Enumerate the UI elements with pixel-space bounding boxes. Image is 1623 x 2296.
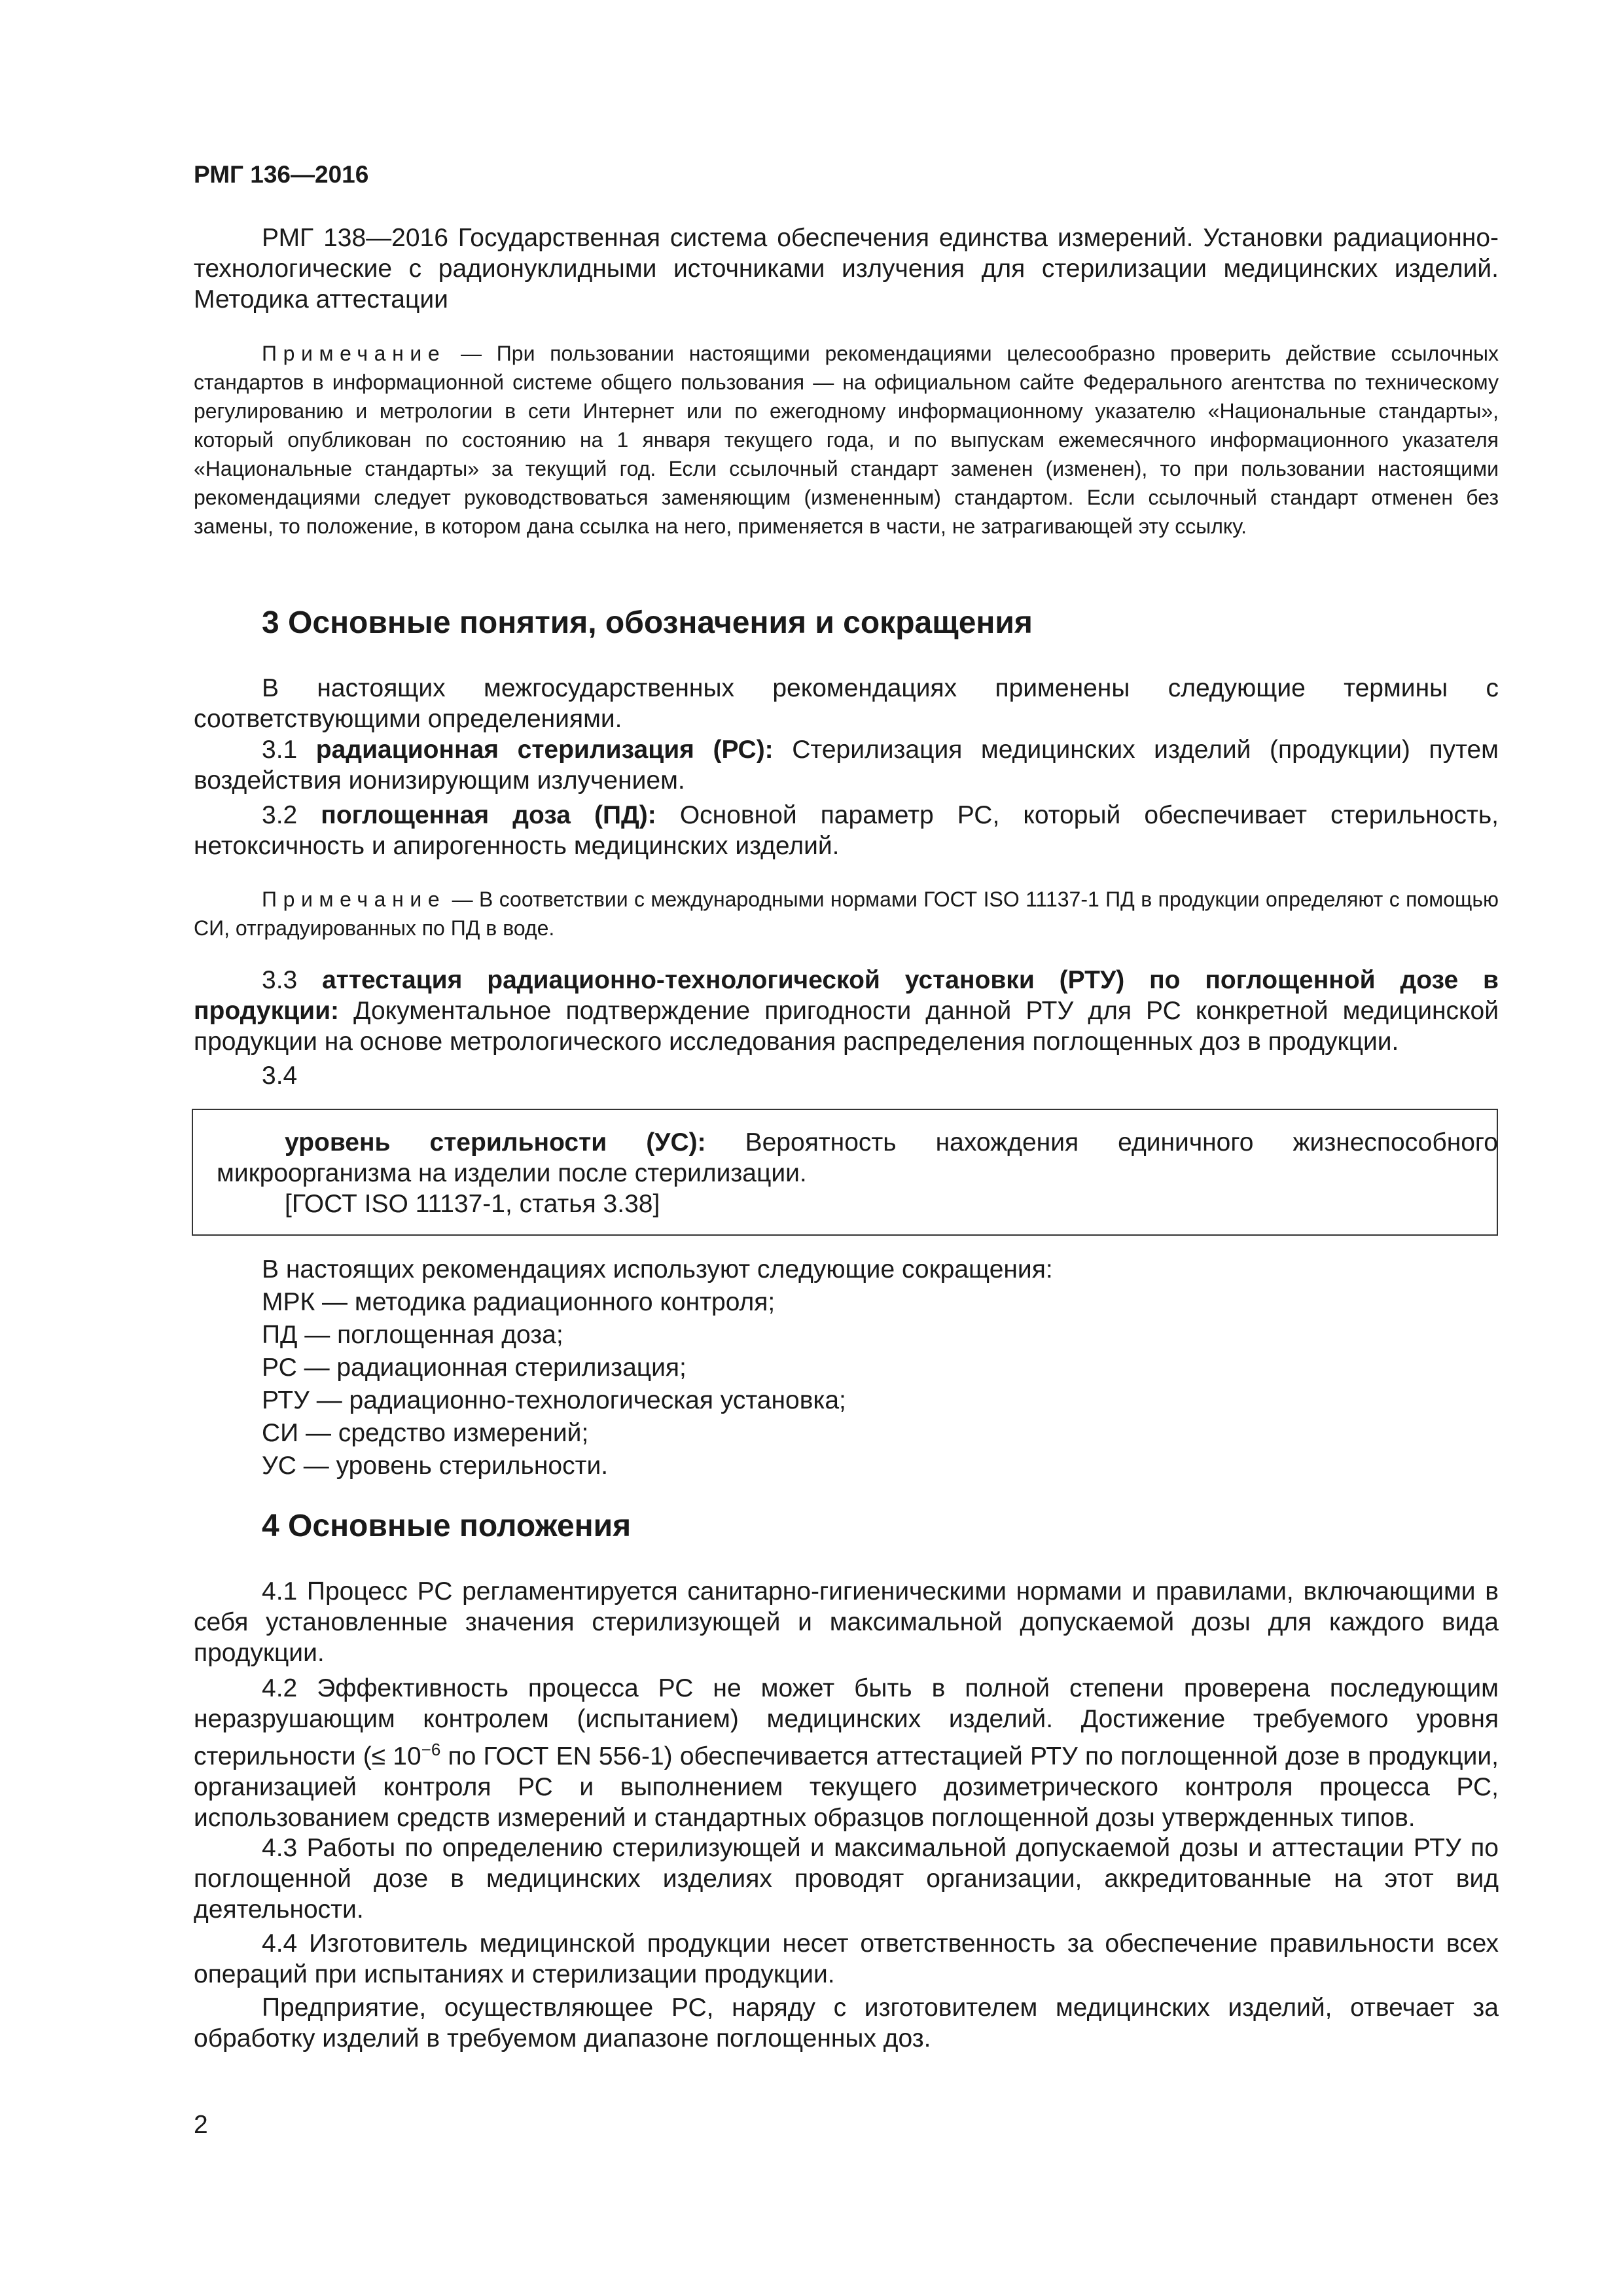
term-name: радиационная стерилизация (РС):: [315, 736, 774, 764]
abbreviation-item: РС — радиационная стерилизация;: [262, 1354, 687, 1382]
term-definition: Документальное подтверждение пригодности данной РТУ для РС конкретной медицинской продукции на основе метрологического исследования распределения поглощенных доз в продукции.: [194, 997, 1499, 1056]
term-number: 3.3: [262, 966, 323, 994]
clause-4-3: 4.3 Работы по определению стерилизующей и максимальной допускаемой дозы и аттестации РТУ по поглощенной дозе в медицинских изделиях проводят организации, аккредитованные на этот вид деятельности.: [194, 1834, 1499, 1924]
term-definition: Вероятность нахождения единичного жизнеспособного микроорганизма на изделии после стерилизации.: [217, 1128, 1498, 1187]
clause-text: 4.2 Эффективность процесса РС не может быть в полной степени проверена последующим неразрушающим контролем (испытанием) медицинских изделий. Достижение требуемого уровня стерильности (≤ 10: [194, 1674, 1499, 1770]
section-4-title: 4 Основные положения: [262, 1509, 632, 1543]
abbreviation-item: РТУ — радиационно-технологическая установка;: [262, 1386, 846, 1414]
term-3-4-source: [ГОСТ ISO 11137-1, статья 3.38]: [285, 1190, 660, 1218]
term-3-4: [193, 1127, 1498, 1189]
clause-4-2: [194, 1673, 1499, 1833]
term-number: 3.1: [262, 736, 316, 764]
term-3-4-box: [192, 1109, 1498, 1236]
term-3-2: [194, 800, 1499, 861]
note-text: — В соответствии с международными нормами ГОСТ ISO 11137-1 ПД в продукции определяют с помощью СИ, отградуированных по ПД в воде.: [194, 888, 1499, 940]
reference-entry: РМГ 138—2016 Государственная система обеспечения единства измерений. Установки радиационно-технологические с радионуклидными источниками излучения для стерилизации медицинских изделий. Методика аттестации: [194, 224, 1499, 314]
term-number: 3.2: [262, 801, 321, 829]
clause-text: по ГОСТ EN 556-1) обеспечивается аттестацией РТУ по поглощенной дозе в продукции, организацией контроля РС и выполнением текущего дозиметрического контроля процесса РС, использованием средств измерений и стандартных образцов поглощенной дозы утвержденных типов.: [194, 1742, 1499, 1832]
section-3-title: 3 Основные понятия, обозначения и сокращения: [262, 605, 1033, 640]
abbreviations-intro: В настоящих рекомендациях используют следующие сокращения:: [262, 1255, 1053, 1283]
page-number: 2: [194, 2111, 208, 2139]
clause-4-1: 4.1 Процесс РС регламентируется санитарно-гигиеническими нормами и правилами, включающими в себя установленные значения стерилизующей и максимальной допускаемой дозы для каждого вида продукции.: [194, 1577, 1499, 1667]
clause-superscript: −6: [421, 1740, 441, 1759]
note-references: [194, 339, 1499, 541]
clause-4-4-paragraph: Предприятие, осуществляющее РС, наряду с изготовителем медицинских изделий, отвечает за обработку изделий в требуемом диапазоне поглощенных доз.: [194, 1994, 1499, 2053]
document-header: РМГ 136—2016: [194, 161, 369, 188]
term-name: поглощенная доза (ПД):: [321, 801, 656, 829]
term-definition: Основной параметр РС, который обеспечивает стерильность, нетоксичность и апирогенность медицинских изделий.: [194, 801, 1499, 860]
term-name: аттестация радиационно-технологической установки (РТУ) по поглощенной дозе в продукции:: [194, 966, 1499, 1025]
term-name: уровень стерильности (УС):: [285, 1128, 706, 1157]
term-3-3: [194, 965, 1499, 1057]
note-label: Примечание: [262, 888, 446, 911]
term-3-4-number: 3.4: [262, 1062, 298, 1090]
clause-4-4: 4.4 Изготовитель медицинской продукции несет ответственность за обеспечение правильности всех операций при испытаниях и стерилизации продукции.: [194, 1929, 1499, 1988]
abbreviation-item: ПД — поглощенная доза;: [262, 1321, 563, 1349]
abbreviation-item: МРК — методика радиационного контроля;: [262, 1288, 776, 1316]
term-3-1: [194, 734, 1499, 796]
abbreviation-item: СИ — средство измерений;: [262, 1419, 589, 1447]
section-3-intro: В настоящих межгосударственных рекомендациях применены следующие термины с соответствующими определениями.: [194, 674, 1499, 733]
term-definition: Стерилизация медицинских изделий (продукции) путем воздействия ионизирующим излучением.: [194, 736, 1499, 795]
note-text: — При пользовании настоящими рекомендациями целесообразно проверить действие ссылочных стандартов в информационной системе общего пользования — на официальном сайте Федерального агентства по техническому регулированию и метрологии в сети Интернет или по ежегодному информационному указателю «Национальные стандарты», который опубликован по состоянию на 1 января текущего года, и по выпускам ежемесячного информационного указателя «Национальные стандарты» за текущий год. Если ссылочный стандарт заменен (изменен), то при пользовании настоящими рекомендациями следует руководствоваться заменяющим (измененным) стандартом. Если ссылочный стандарт отменен без замены, то положение, в котором дана ссылка на него, применяется в части, не затрагивающей эту ссылку.: [194, 342, 1499, 538]
note-label: Примечание: [262, 342, 446, 365]
abbreviation-item: УС — уровень стерильности.: [262, 1452, 609, 1480]
note-dose: [194, 885, 1499, 942]
